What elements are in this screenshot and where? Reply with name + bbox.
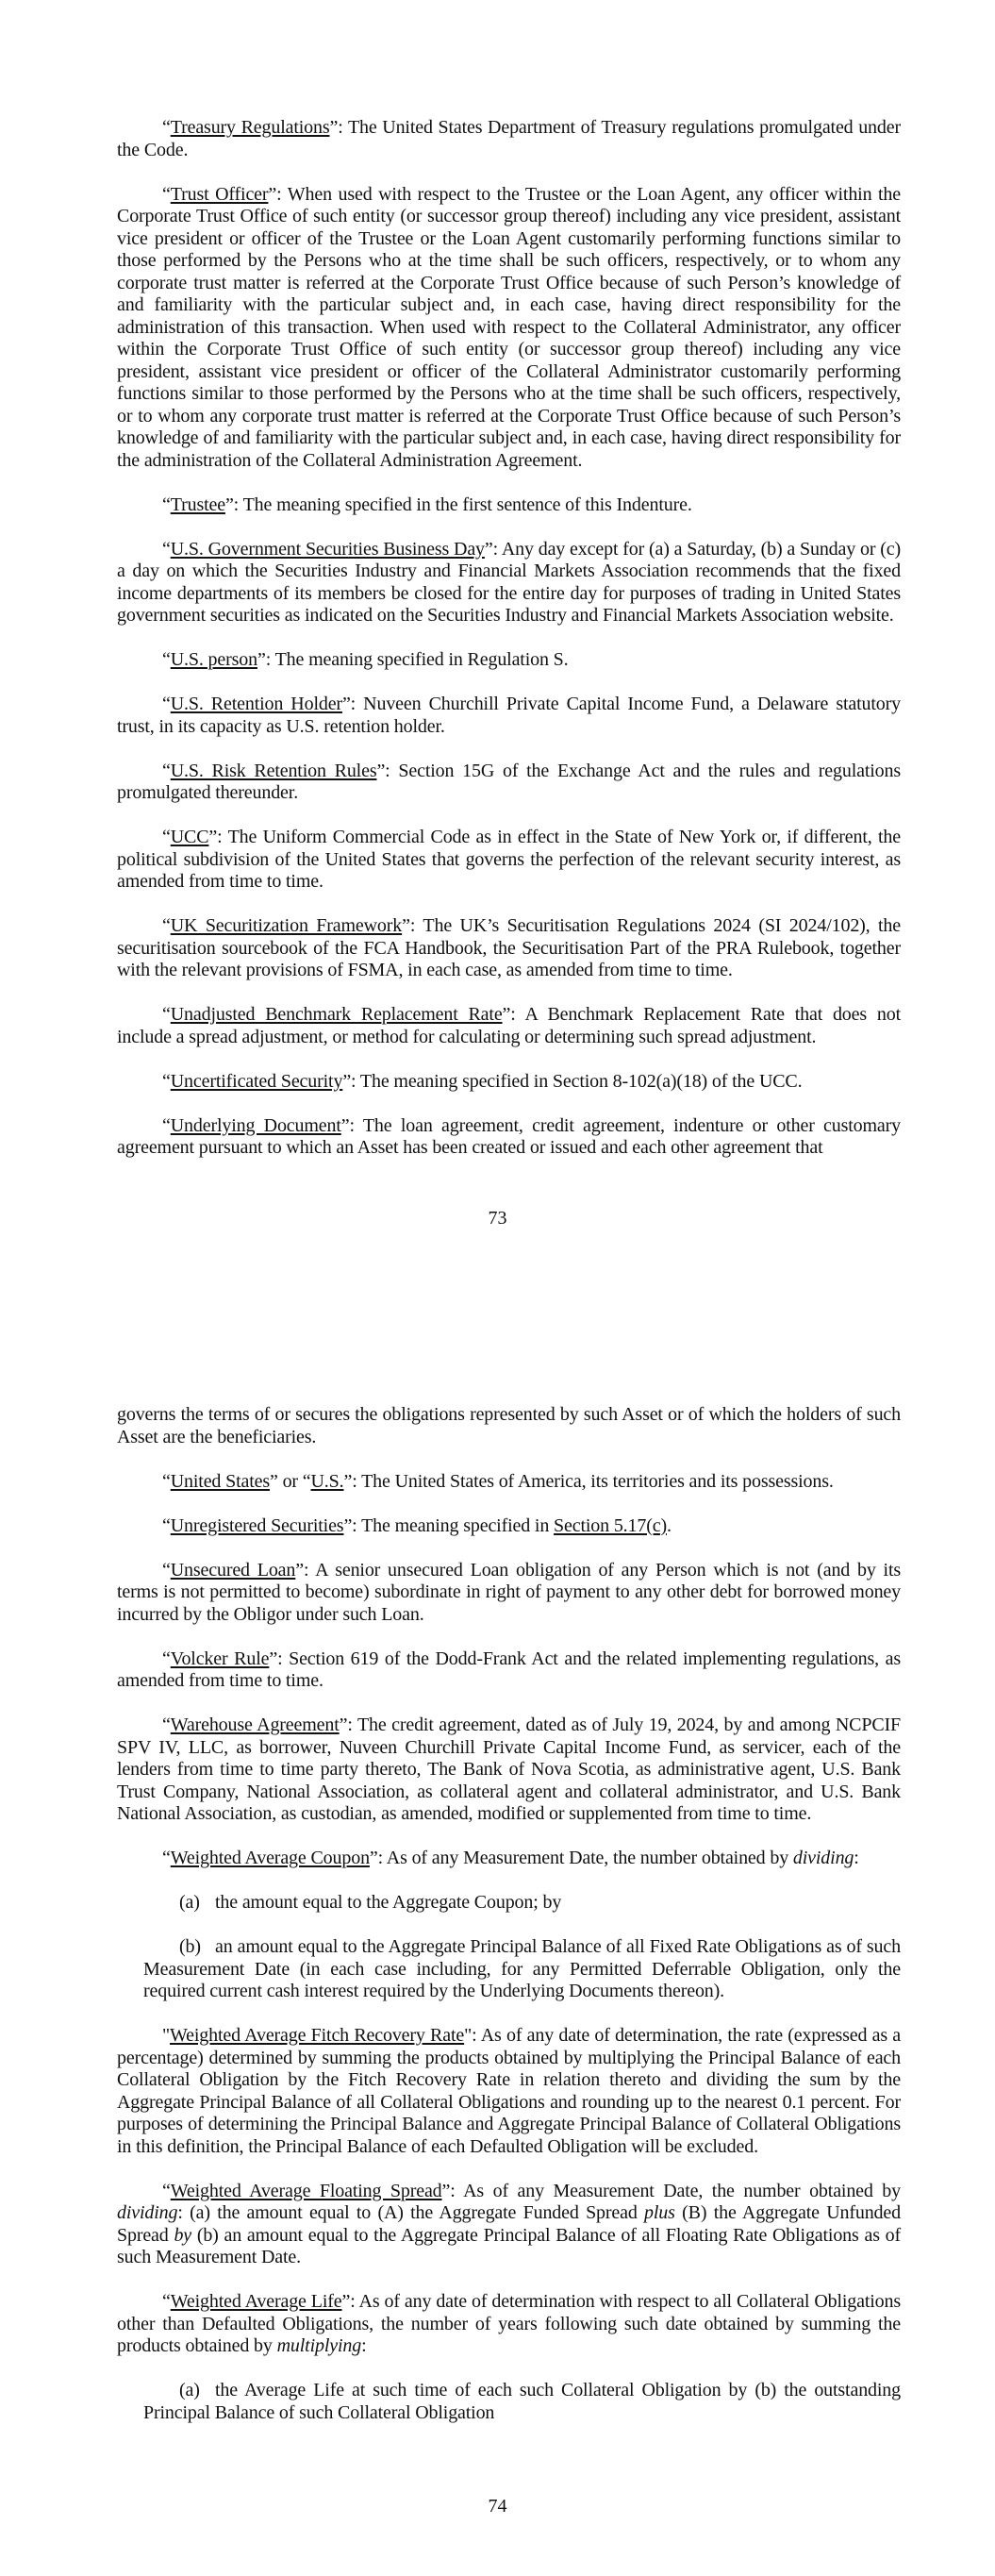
defined-term: U.S. bbox=[310, 1470, 344, 1492]
definition-text: ”: As of any Measurement Date, the number obtained by bbox=[441, 2180, 902, 2201]
definition-warehouse-agreement bbox=[117, 1715, 901, 1826]
definition-unsecured-loan bbox=[117, 1560, 901, 1627]
definition-text: ": As of any date of determination, the rate (expressed as a percentage) determined by summing the products obtained by multiplying the Principal Balance of each Collateral Obligation by the Fitch Recovery Rate in relation thereto and dividing the sum by the Aggregate Principal Balance of all Collateral Obligations and rounding up to the nearest 0.1 percent. For purposes of determining the Principal Balance and Aggregate Principal Balance of Collateral Obligations in this definition, the Principal Balance of each Defaulted Obligation will be excluded. bbox=[117, 2025, 901, 2157]
definition-text: ”: Any day except for (a) a Saturday, (b) a Sunday or (c) a day on which the Securities Industry and Financial Markets Association recommends that the fixed income departments of its members be closed for the entire day for purposes of trading in United States government securities as indicated on the Securities Industry and Financial Markets Association website. bbox=[117, 538, 901, 626]
definition-weighted-average-coupon bbox=[117, 1848, 901, 1870]
defined-term: Weighted Average Fitch Recovery Rate bbox=[170, 2025, 465, 2046]
defined-term: Weighted Average Life bbox=[170, 2291, 342, 2312]
defined-term: U.S. Government Securities Business Day bbox=[170, 538, 485, 560]
definition-text: ”: Section 15G of the Exchange Act and the rules and regulations promulgated thereunder. bbox=[117, 760, 901, 803]
definition-text: (B) the Aggregate Unfunded Spread bbox=[117, 2202, 901, 2246]
defined-term: Trustee bbox=[170, 493, 225, 515]
definition-text: : (a) the amount equal to (A) the Aggregate Funded Spread bbox=[177, 2202, 645, 2223]
defined-term: Warehouse Agreement bbox=[170, 1715, 340, 1735]
quote: “ bbox=[162, 1004, 171, 1025]
definition-paragraph bbox=[117, 649, 901, 672]
definition-text: ”: The United States Department of Treasury regulations promulgated under the Code. bbox=[117, 117, 901, 160]
quote: “ bbox=[162, 1470, 171, 1492]
definition-paragraph bbox=[117, 915, 901, 982]
quote: “ bbox=[162, 1848, 171, 1868]
page-number: 73 bbox=[488, 1208, 507, 1229]
definition-paragraph bbox=[117, 184, 901, 473]
defined-term: U.S. Risk Retention Rules bbox=[170, 760, 377, 781]
quote: “ bbox=[162, 827, 171, 847]
definition-text: ”: The credit agreement, dated as of July 19, 2024, by and among NCPCIF SPV IV, LLC, as borrower, Nuveen Churchill Private Capital Income Fund, as servicer, each of the lenders from time to time party thereto, The Bank of Nova Scotia, as administrative agent, U.S. Bank Trust Company, National Association, as collateral agent and collateral administrator, and U.S. Bank National Association, as custodian, as amended, modified or supplemented from time to time. bbox=[117, 1715, 901, 1824]
definition-text: ”: The meaning specified in Regulation S. bbox=[257, 649, 569, 670]
definition-text: ”: As of any Measurement Date, the number obtained by bbox=[369, 1848, 793, 1868]
definition-weighted-average-life bbox=[117, 2291, 901, 2358]
defined-term: Unregistered Securities bbox=[170, 1514, 344, 1536]
quote: “ bbox=[162, 1715, 171, 1735]
definition-text: ”: A senior unsecured Loan obligation of any Person which is not (and by its terms is not permitted to become) subordinate in right of payment to any other debt for borrowed money incurred by the Obligor under such Loan. bbox=[117, 1559, 902, 1625]
defined-term: United States bbox=[170, 1470, 270, 1492]
item-text: the Average Life at such time of each such Collateral Obligation by (b) the outstanding Principal Balance of such Collateral Obligation bbox=[143, 2380, 901, 2423]
quote: “ bbox=[162, 1070, 171, 1092]
definition-paragraph bbox=[117, 539, 901, 627]
definition-paragraph bbox=[117, 494, 901, 517]
item-text: the amount equal to the Aggregate Coupon; by bbox=[215, 1892, 562, 1913]
connector: ” or “ bbox=[270, 1470, 311, 1492]
defined-term: Treasury Regulations bbox=[170, 117, 330, 138]
definition-paragraph bbox=[117, 1115, 901, 1160]
definition-text: ”: The UK’s Securitisation Regulations 2024 (SI 2024/102), the securitisation sourcebook of the FCA Handbook, the Securitisation Part of the PRA Rulebook, together with the relevant provisions of FSMA, in each case, as amended from time to time. bbox=[117, 915, 902, 980]
italic-text: dividing bbox=[117, 2202, 178, 2223]
defined-term: UK Securitization Framework bbox=[170, 915, 403, 936]
list-item bbox=[143, 1936, 901, 2003]
defined-term: U.S. Retention Holder bbox=[170, 694, 342, 714]
defined-term: Volcker Rule bbox=[170, 1648, 270, 1669]
quote: “ bbox=[162, 1559, 171, 1581]
section-cross-reference-link[interactable]: Section 5.17(c) bbox=[554, 1514, 667, 1536]
definition-text: ”: Nuveen Churchill Private Capital Income Fund, a Delaware statutory trust, in its capacity as U.S. retention holder. bbox=[117, 694, 901, 737]
definition-text: ”: When used with respect to the Trustee or the Loan Agent, any officer within the Corporate Trust Office of such entity (or successor group thereof) including any vice president, assistant vice president or officer of the Trustee or the Loan Agent customarily performing functions similar to those performed by the Persons who at the time shall be such officers, respectively, or to whom any corporate trust matter is referred at the Corporate Trust Office because of such Person’s knowledge of and familiarity with the particular subject and, in each case, having direct responsibility for the administration of this transaction. When used with respect to the Collateral Administrator, any officer within the Corporate Trust Office of such entity (or successor group thereof) including any vice president, assistant vice president or officer of the Collateral Administrator customarily performing functions similar to those performed by the Persons who at the time shall be such officers, respectively, or to whom any corporate trust matter is referred at the Corporate Trust Office because of such Person’s knowledge of and familiarity with the particular subject and, in each case, having direct responsibility for the administration of the Collateral Administration Agreement. bbox=[117, 183, 901, 471]
quote: “ bbox=[162, 694, 171, 714]
punctuation: . bbox=[666, 1514, 672, 1536]
definition-text: ”: The meaning specified in Section 8-102(a)(18) of the UCC. bbox=[342, 1070, 803, 1092]
quote: “ bbox=[162, 493, 171, 515]
definition-text: ”: Section 619 of the Dodd-Frank Act and the related implementing regulations, as amended from time to time. bbox=[117, 1648, 902, 1691]
page-73 bbox=[117, 117, 901, 1181]
definition-united-states bbox=[117, 1471, 901, 1494]
italic-text: plus bbox=[644, 2202, 675, 2223]
definition-weighted-average-floating-spread bbox=[117, 2181, 901, 2269]
definition-text: ”: The meaning specified in the first sentence of this Indenture. bbox=[224, 493, 692, 515]
defined-term: U.S. person bbox=[170, 649, 257, 670]
defined-term: UCC bbox=[170, 827, 209, 847]
definition-paragraph bbox=[117, 761, 901, 805]
quote: “ bbox=[162, 1114, 171, 1136]
page-74 bbox=[117, 1404, 901, 2447]
quote: “ bbox=[162, 2291, 171, 2312]
quote: “ bbox=[162, 2180, 171, 2201]
definition-paragraph bbox=[117, 1071, 901, 1094]
definition-text: ”: The loan agreement, credit agreement, indenture or other customary agreement pursuant to which an Asset has been created or issued and each other agreement that bbox=[117, 1114, 901, 1158]
item-label: (a) bbox=[179, 1892, 200, 1913]
italic-text: by bbox=[174, 2224, 192, 2246]
definition-text: ”: The Uniform Commercial Code as in effect in the State of New York or, if different, the political subdivision of the United States that governs the perfection of the relevant security interest, as amended from time to time. bbox=[117, 827, 901, 892]
page-number: 74 bbox=[488, 2496, 507, 2517]
italic-text: multiplying bbox=[276, 2335, 362, 2356]
quote: “ bbox=[162, 649, 171, 670]
defined-term: Unsecured Loan bbox=[170, 1559, 296, 1581]
continuation-paragraph: governs the terms of or secures the obligations represented by such Asset or of which the holders of such Asset are the beneficiaries. bbox=[117, 1404, 901, 1447]
definition-text: (b) an amount equal to the Aggregate Principal Balance of all Floating Rate Obligations as of such Measurement Date. bbox=[117, 2224, 901, 2267]
item-label: (b) bbox=[179, 1936, 201, 1957]
definition-unregistered-securities bbox=[117, 1515, 901, 1538]
italic-text: dividing bbox=[792, 1848, 854, 1868]
item-label: (a) bbox=[179, 2380, 200, 2400]
defined-term: Underlying Document bbox=[170, 1114, 341, 1136]
list-item bbox=[143, 2380, 901, 2424]
definition-weighted-average-fitch-recovery-rate bbox=[117, 2025, 901, 2158]
defined-term: Trust Officer bbox=[170, 183, 269, 205]
quote: “ bbox=[162, 1514, 171, 1536]
list-item bbox=[143, 1892, 901, 1915]
item-text: an amount equal to the Aggregate Principal Balance of all Fixed Rate Obligations as of such Measurement Date (in each case including, for any Permitted Deferrable Obligation, only the required current cash interest required by the Underlying Documents thereon). bbox=[143, 1936, 901, 2001]
definition-text: ”: As of any date of determination with respect to all Collateral Obligations other than Defaulted Obligations, the number of years following such date obtained by summing the products obtained by bbox=[117, 2291, 901, 2356]
punctuation: : bbox=[361, 2335, 367, 2356]
definition-paragraph bbox=[117, 827, 901, 894]
quote: “ bbox=[162, 915, 171, 936]
definition-text: ”: The United States of America, its territories and its possessions. bbox=[343, 1470, 834, 1492]
defined-term: Unadjusted Benchmark Replacement Rate bbox=[170, 1004, 503, 1025]
definition-volcker-rule bbox=[117, 1648, 901, 1693]
defined-term: Uncertificated Security bbox=[170, 1070, 343, 1092]
defined-term: Weighted Average Coupon bbox=[170, 1848, 370, 1868]
quote: “ bbox=[162, 760, 171, 781]
quote: “ bbox=[162, 117, 171, 138]
definition-paragraph bbox=[117, 1004, 901, 1048]
quote: “ bbox=[162, 183, 171, 205]
quote: “ bbox=[162, 1648, 171, 1669]
definition-text: ”: A Benchmark Replacement Rate that does not include a spread adjustment, or method for calculating or determining such spread adjustment. bbox=[117, 1004, 901, 1047]
definition-paragraph bbox=[117, 694, 901, 738]
punctuation: : bbox=[854, 1848, 859, 1868]
definition-text: ”: The meaning specified in bbox=[343, 1514, 555, 1536]
definition-paragraph bbox=[117, 117, 901, 161]
quote: " bbox=[162, 2025, 171, 2046]
defined-term: Weighted Average Floating Spread bbox=[170, 2180, 442, 2201]
quote: “ bbox=[162, 538, 171, 560]
